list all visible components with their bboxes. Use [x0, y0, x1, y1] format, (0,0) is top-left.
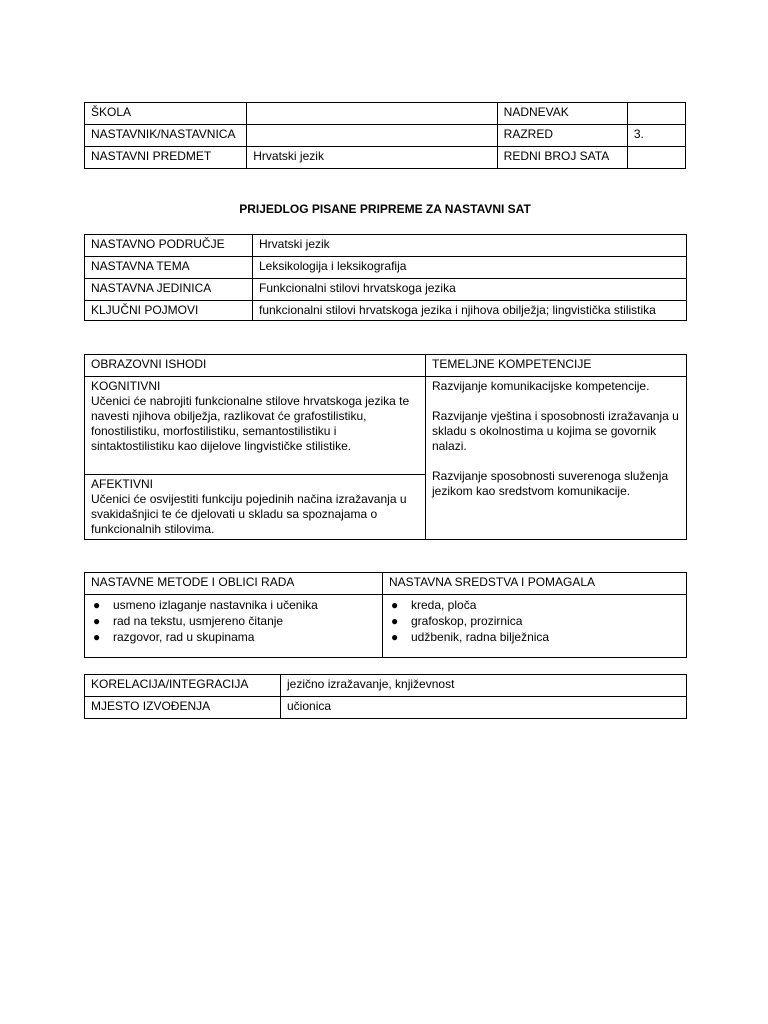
- correlation-table: [84, 674, 687, 719]
- lesson-number-value: [627, 147, 685, 169]
- bullet-icon: ●: [391, 614, 399, 628]
- competency-item: Razvijanje komunikacijske kompetencije.: [432, 379, 650, 393]
- grade-value: 3.: [627, 125, 685, 147]
- bullet-icon: ●: [391, 630, 399, 644]
- bullet-icon: ●: [93, 614, 101, 628]
- info-table: [84, 234, 687, 321]
- key-terms-label: KLJUČNI POJMOVI: [85, 301, 253, 321]
- methods-list: [91, 597, 376, 645]
- subject-label: NASTAVNI PREDMET: [85, 147, 247, 169]
- unit-label: NASTAVNA JEDINICA: [85, 279, 253, 301]
- list-item: ● grafoskop, prozirnica: [391, 614, 523, 628]
- resources-list: [389, 597, 680, 645]
- school-label: ŠKOLA: [85, 103, 247, 125]
- correlation-label: KORELACIJA/INTEGRACIJA: [85, 675, 281, 697]
- table-row: [85, 697, 687, 719]
- methods-header: NASTAVNE METODE I OBLICI RADA: [85, 573, 383, 595]
- list-item: ● rad na tekstu, usmjereno čitanje: [93, 614, 284, 628]
- competency-item: Razvijanje sposobnosti suverenoga služenja jezikom kao sredstvom komunikacije.: [432, 469, 669, 498]
- table-row: [85, 573, 687, 595]
- teacher-label: NASTAVNIK/NASTAVNICA: [85, 125, 247, 147]
- teacher-value: [247, 125, 497, 147]
- methods-cell: [85, 595, 383, 658]
- location-label: MJESTO IZVOĐENJA: [85, 697, 281, 719]
- competencies-header: TEMELJNE KOMPETENCIJE: [426, 355, 687, 377]
- table-row: [85, 355, 687, 377]
- cognitive-label: KOGNITIVNI: [91, 379, 161, 393]
- list-item: ● kreda, ploča: [391, 598, 477, 612]
- area-label: NASTAVNO PODRUČJE: [85, 235, 253, 257]
- table-row: [85, 377, 687, 475]
- subject-value: Hrvatski jezik: [247, 147, 497, 169]
- cognitive-cell: [85, 377, 426, 475]
- date-value: [627, 103, 685, 125]
- table-row: [85, 301, 687, 321]
- bullet-icon: ●: [93, 630, 101, 644]
- list-item: ● usmeno izlaganje nastavnika i učenika: [93, 598, 318, 612]
- date-label: NADNEVAK: [497, 103, 627, 125]
- table-row: [85, 125, 686, 147]
- bullet-icon: ●: [93, 598, 101, 612]
- table-row: [85, 257, 687, 279]
- table-row: [85, 103, 686, 125]
- table-row: [85, 675, 687, 697]
- school-value: [247, 103, 497, 125]
- list-item: ● udžbenik, radna bilježnica: [391, 630, 550, 644]
- methods-table: [84, 572, 687, 658]
- resources-cell: [383, 595, 687, 658]
- resources-header: NASTAVNA SREDSTVA I POMAGALA: [383, 573, 687, 595]
- topic-label: NASTAVNA TEMA: [85, 257, 253, 279]
- cognitive-text: Učenici će nabrojiti funkcionalne stilove hrvatskoga jezika te navesti njihova obilježja, razlikovat će grafostilistiku, fonostilistiku, morfostilistiku, semantostilistiku i sintaktostilistiku kao dijelove lingvističke stilistike.: [91, 394, 410, 453]
- list-item: ● razgovor, rad u skupinama: [93, 630, 255, 644]
- table-row: [85, 147, 686, 169]
- correlation-value: jezično izražavanje, književnost: [281, 675, 687, 697]
- affective-text: Učenici će osvijestiti funkciju pojedinih načina izražavanja u svakidašnjici te će djelovati u skladu sa spoznajama o funkcionalnih stilovima.: [91, 492, 407, 536]
- outcomes-header: OBRAZOVNI ISHODI: [85, 355, 426, 377]
- topic-value: Leksikologija i leksikografija: [253, 257, 687, 279]
- competencies-cell: [426, 377, 687, 540]
- competency-item: Razvijanje vještina i sposobnosti izražavanja u skladu s okolnostima u kojima se govornik nalazi.: [432, 409, 679, 453]
- page-title: PRIJEDLOG PISANE PRIPREME ZA NASTAVNI SAT: [239, 202, 531, 216]
- grade-label: RAZRED: [497, 125, 627, 147]
- table-row: [85, 235, 687, 257]
- header-table: [84, 102, 686, 169]
- key-terms-value: funkcionalni stilovi hrvatskoga jezika i njihova obilježja; lingvistička stilistika: [253, 301, 687, 321]
- table-row: [85, 279, 687, 301]
- unit-value: Funkcionalni stilovi hrvatskoga jezika: [253, 279, 687, 301]
- bullet-icon: ●: [391, 598, 399, 612]
- area-value: Hrvatski jezik: [253, 235, 687, 257]
- location-value: učionica: [281, 697, 687, 719]
- affective-label: AFEKTIVNI: [91, 477, 154, 491]
- lesson-number-label: REDNI BROJ SATA: [497, 147, 627, 169]
- table-row: [85, 595, 687, 658]
- outcomes-table: [84, 354, 687, 540]
- affective-cell: [85, 475, 426, 540]
